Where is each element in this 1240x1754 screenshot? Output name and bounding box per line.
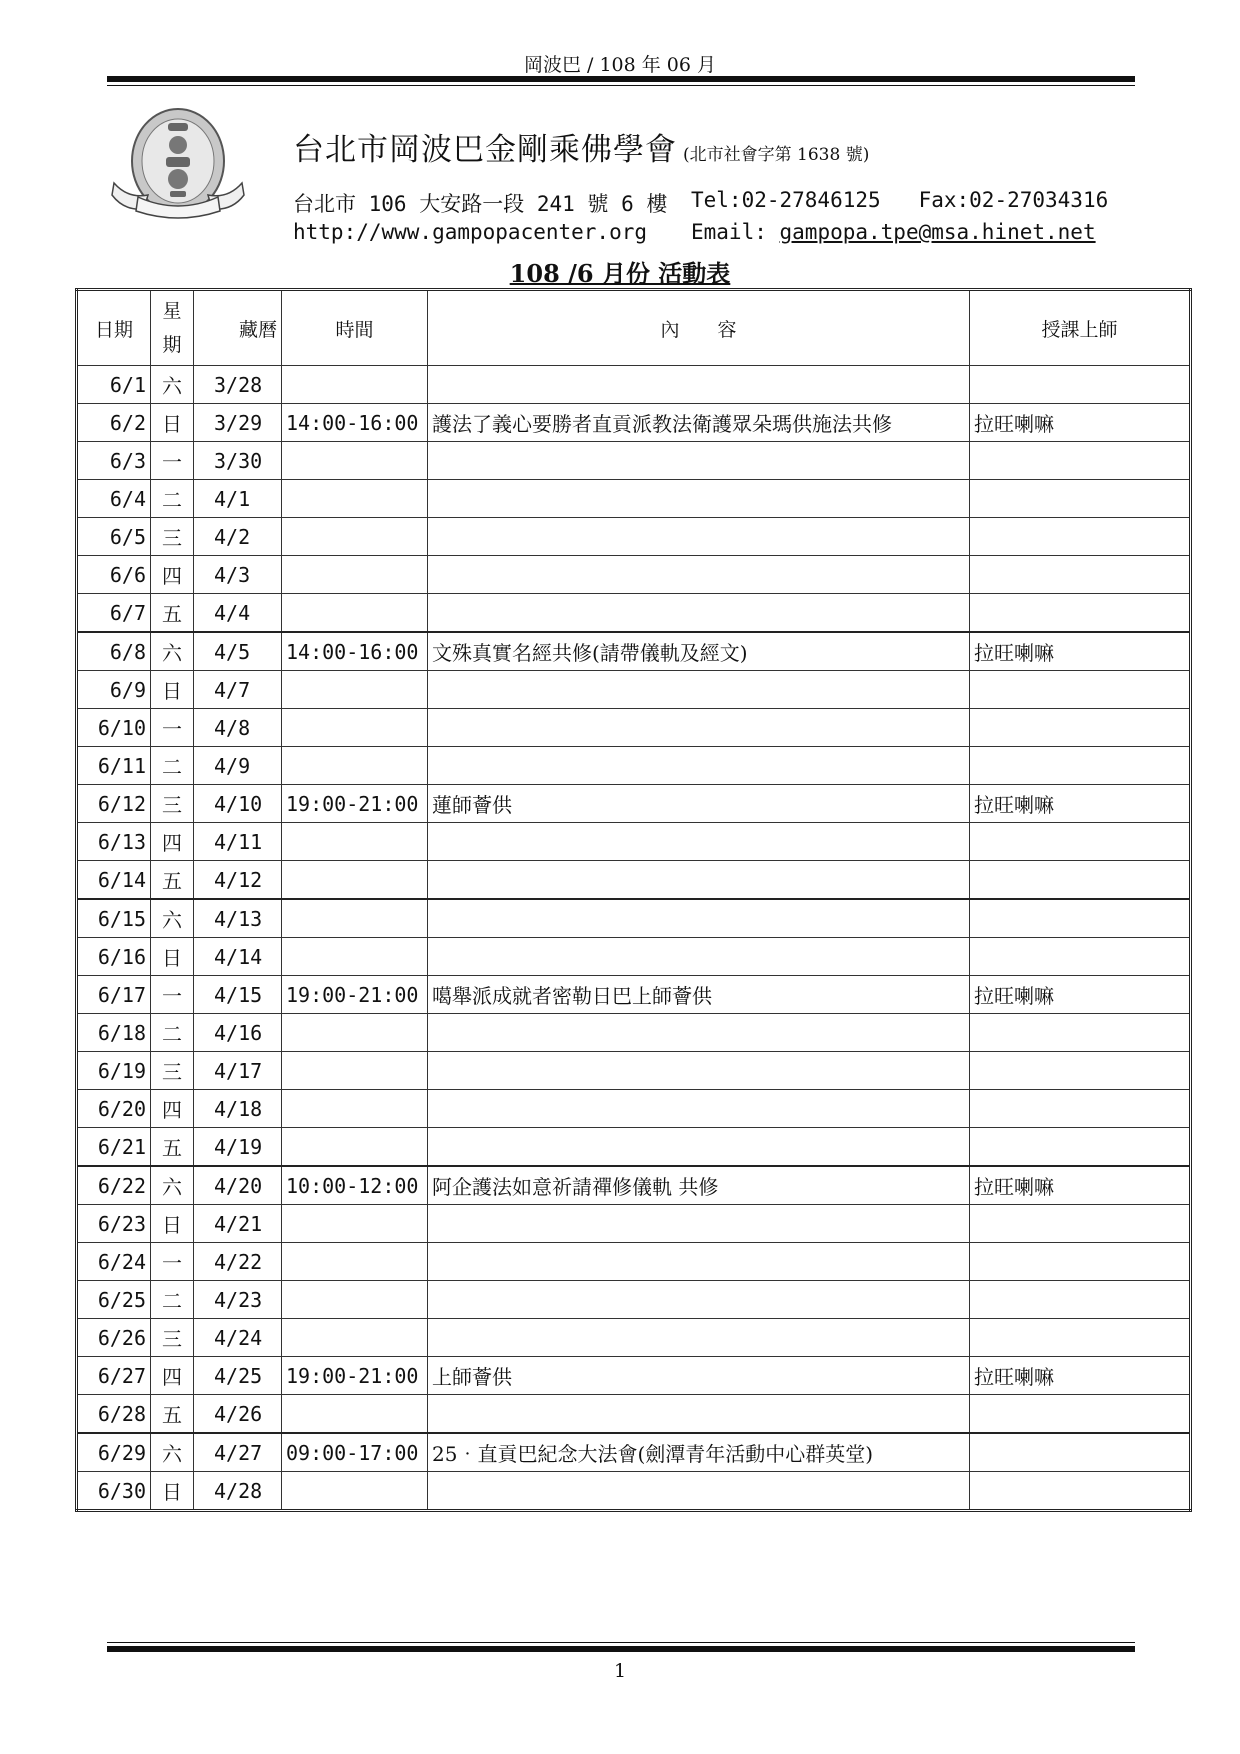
row-weekday: 六 (151, 366, 194, 404)
row-date: 6/13 (77, 823, 151, 861)
row-teacher (970, 366, 1191, 404)
row-lunar-date: 4/22 (194, 1243, 282, 1281)
top-rule (107, 76, 1135, 82)
table-row (77, 709, 1191, 747)
row-weekday: 三 (151, 1319, 194, 1357)
contact-line (293, 220, 1096, 244)
table-row (77, 938, 1191, 976)
table-row (77, 1357, 1191, 1395)
row-time (282, 1014, 428, 1052)
row-lunar-date: 4/13 (194, 899, 282, 938)
row-content (428, 861, 970, 900)
table-row (77, 785, 1191, 823)
header-weekday-1: 星 (162, 300, 182, 322)
row-lunar-date: 4/26 (194, 1395, 282, 1434)
row-content (428, 709, 970, 747)
row-content (428, 442, 970, 480)
row-lunar-date: 4/1 (194, 480, 282, 518)
row-lunar-date: 4/8 (194, 709, 282, 747)
row-time (282, 442, 428, 480)
row-time (282, 1128, 428, 1167)
row-weekday: 四 (151, 1090, 194, 1128)
row-weekday: 一 (151, 442, 194, 480)
row-teacher (970, 442, 1191, 480)
row-date: 6/22 (77, 1166, 151, 1205)
row-lunar-date: 4/27 (194, 1433, 282, 1472)
row-teacher (970, 1395, 1191, 1434)
table-row (77, 1128, 1191, 1167)
row-weekday: 日 (151, 938, 194, 976)
row-time: 14:00-16:00 (282, 632, 428, 671)
row-content: 25‧直貢巴紀念大法會(劍潭青年活動中心群英堂) (428, 1433, 970, 1472)
header-lunar: 藏曆 (194, 290, 282, 366)
row-time (282, 518, 428, 556)
row-weekday: 日 (151, 404, 194, 442)
table-row (77, 594, 1191, 633)
row-weekday: 六 (151, 899, 194, 938)
row-content (428, 671, 970, 709)
table-row (77, 556, 1191, 594)
row-weekday: 三 (151, 785, 194, 823)
row-teacher (970, 899, 1191, 938)
row-date: 6/20 (77, 1090, 151, 1128)
row-date: 6/26 (77, 1319, 151, 1357)
row-content (428, 518, 970, 556)
row-date: 6/23 (77, 1205, 151, 1243)
bottom-rule (107, 1646, 1135, 1652)
row-time (282, 747, 428, 785)
page-number: 1 (613, 1660, 627, 1682)
row-date: 6/19 (77, 1052, 151, 1090)
row-lunar-date: 4/24 (194, 1319, 282, 1357)
row-lunar-date: 4/18 (194, 1090, 282, 1128)
row-time (282, 1090, 428, 1128)
row-teacher (970, 480, 1191, 518)
table-row (77, 671, 1191, 709)
row-teacher (970, 671, 1191, 709)
organization-logo-icon (108, 103, 248, 223)
row-teacher (970, 1433, 1191, 1472)
row-lunar-date: 4/20 (194, 1166, 282, 1205)
table-row (77, 1090, 1191, 1128)
row-content (428, 1281, 970, 1319)
row-lunar-date: 4/10 (194, 785, 282, 823)
row-content (428, 1243, 970, 1281)
row-lunar-date: 4/16 (194, 1014, 282, 1052)
row-date: 6/18 (77, 1014, 151, 1052)
row-content (428, 366, 970, 404)
fax: Fax:02-27034316 (918, 188, 1109, 212)
row-content (428, 1472, 970, 1511)
top-rule-thin (107, 85, 1135, 86)
row-time (282, 899, 428, 938)
row-time: 19:00-21:00 (282, 1357, 428, 1395)
table-row (77, 366, 1191, 404)
row-teacher (970, 861, 1191, 900)
table-row (77, 404, 1191, 442)
document-title-text: 108 /6 月份 活動表 (509, 259, 731, 288)
table-row (77, 1243, 1191, 1281)
row-time (282, 1319, 428, 1357)
row-date: 6/15 (77, 899, 151, 938)
table-row (77, 518, 1191, 556)
email-link[interactable]: gampopa.tpe@msa.hinet.net (779, 220, 1096, 244)
row-teacher (970, 1319, 1191, 1357)
row-weekday: 五 (151, 594, 194, 633)
row-date: 6/17 (77, 976, 151, 1014)
table-row (77, 1166, 1191, 1205)
row-weekday: 一 (151, 709, 194, 747)
row-time: 19:00-21:00 (282, 785, 428, 823)
row-teacher (970, 823, 1191, 861)
row-lunar-date: 3/30 (194, 442, 282, 480)
row-teacher: 拉旺喇嘛 (970, 632, 1191, 671)
row-content: 蓮師薈供 (428, 785, 970, 823)
email-label: Email: (691, 220, 780, 244)
table-row (77, 823, 1191, 861)
row-time (282, 1052, 428, 1090)
header-weekday-2: 期 (162, 334, 182, 356)
row-content (428, 556, 970, 594)
row-teacher (970, 1281, 1191, 1319)
table-row (77, 1281, 1191, 1319)
row-lunar-date: 4/23 (194, 1281, 282, 1319)
registration-number: (北市社會字第 1638 號) (683, 145, 870, 165)
row-time (282, 1243, 428, 1281)
row-time: 14:00-16:00 (282, 404, 428, 442)
row-time (282, 1281, 428, 1319)
header-time: 時間 (282, 290, 428, 366)
row-content: 上師薈供 (428, 1357, 970, 1395)
row-lunar-date: 4/28 (194, 1472, 282, 1511)
row-time (282, 556, 428, 594)
schedule-body (77, 366, 1191, 1511)
table-row (77, 480, 1191, 518)
row-weekday: 四 (151, 823, 194, 861)
row-teacher: 拉旺喇嘛 (970, 785, 1191, 823)
table-row (77, 1472, 1191, 1511)
row-date: 6/2 (77, 404, 151, 442)
row-teacher (970, 1243, 1191, 1281)
row-weekday: 二 (151, 747, 194, 785)
row-lunar-date: 3/28 (194, 366, 282, 404)
row-teacher (970, 709, 1191, 747)
row-weekday: 四 (151, 1357, 194, 1395)
row-weekday: 五 (151, 1395, 194, 1434)
row-date: 6/3 (77, 442, 151, 480)
table-row (77, 632, 1191, 671)
row-weekday: 二 (151, 1014, 194, 1052)
phone: Tel:02-27846125 (691, 188, 881, 212)
row-time (282, 861, 428, 900)
row-weekday: 三 (151, 518, 194, 556)
table-row (77, 899, 1191, 938)
organization-name-text: 台北市岡波巴金剛乘佛學會 (293, 132, 677, 168)
row-lunar-date: 4/4 (194, 594, 282, 633)
row-content (428, 1319, 970, 1357)
row-date: 6/29 (77, 1433, 151, 1472)
row-teacher: 拉旺喇嘛 (970, 404, 1191, 442)
row-content (428, 1014, 970, 1052)
row-time (282, 1472, 428, 1511)
row-time: 10:00-12:00 (282, 1166, 428, 1205)
row-teacher (970, 747, 1191, 785)
row-date: 6/5 (77, 518, 151, 556)
row-date: 6/7 (77, 594, 151, 633)
row-weekday: 一 (151, 976, 194, 1014)
header-content: 內 容 (428, 290, 970, 366)
row-teacher (970, 518, 1191, 556)
row-lunar-date: 4/9 (194, 747, 282, 785)
document-title (0, 254, 1240, 289)
row-lunar-date: 4/5 (194, 632, 282, 671)
row-content: 護法了義心要勝者直貢派教法衛護眾朵瑪供施法共修 (428, 404, 970, 442)
row-date: 6/30 (77, 1472, 151, 1511)
row-date: 6/9 (77, 671, 151, 709)
row-content: 阿企護法如意祈請禪修儀軌 共修 (428, 1166, 970, 1205)
row-content (428, 1052, 970, 1090)
row-content: 文殊真實名經共修(請帶儀軌及經文) (428, 632, 970, 671)
row-date: 6/11 (77, 747, 151, 785)
row-lunar-date: 4/19 (194, 1128, 282, 1167)
row-content (428, 1090, 970, 1128)
row-content: 噶舉派成就者密勒日巴上師薈供 (428, 976, 970, 1014)
row-teacher (970, 1472, 1191, 1511)
row-lunar-date: 4/11 (194, 823, 282, 861)
row-date: 6/16 (77, 938, 151, 976)
row-teacher (970, 1014, 1191, 1052)
row-teacher (970, 1128, 1191, 1167)
schedule-table (75, 288, 1192, 1512)
row-time (282, 823, 428, 861)
header-date: 日期 (77, 290, 151, 366)
row-teacher (970, 1090, 1191, 1128)
row-time (282, 671, 428, 709)
row-time (282, 594, 428, 633)
row-content (428, 1395, 970, 1434)
row-date: 6/27 (77, 1357, 151, 1395)
running-head: 岡波巴 / 108 年 06 月 (523, 54, 717, 76)
row-content (428, 823, 970, 861)
row-date: 6/14 (77, 861, 151, 900)
row-lunar-date: 4/12 (194, 861, 282, 900)
row-time: 09:00-17:00 (282, 1433, 428, 1472)
row-lunar-date: 4/2 (194, 518, 282, 556)
row-lunar-date: 4/21 (194, 1205, 282, 1243)
row-time: 19:00-21:00 (282, 976, 428, 1014)
row-date: 6/12 (77, 785, 151, 823)
row-weekday: 六 (151, 1166, 194, 1205)
table-row (77, 1319, 1191, 1357)
row-teacher (970, 556, 1191, 594)
header-teacher: 授課上師 (970, 290, 1191, 366)
row-teacher (970, 594, 1191, 633)
table-row (77, 1014, 1191, 1052)
table-row (77, 976, 1191, 1014)
row-content (428, 899, 970, 938)
header-weekday (151, 290, 194, 366)
row-content (428, 747, 970, 785)
row-weekday: 二 (151, 1281, 194, 1319)
row-lunar-date: 3/29 (194, 404, 282, 442)
row-date: 6/24 (77, 1243, 151, 1281)
table-row (77, 1205, 1191, 1243)
table-header-row (77, 290, 1191, 366)
row-teacher (970, 1052, 1191, 1090)
row-date: 6/4 (77, 480, 151, 518)
row-content (428, 594, 970, 633)
row-teacher (970, 938, 1191, 976)
row-weekday: 日 (151, 1472, 194, 1511)
row-time (282, 1205, 428, 1243)
row-weekday: 五 (151, 861, 194, 900)
row-weekday: 日 (151, 1205, 194, 1243)
address: 台北市 106 大安路一段 241 號 6 樓 (293, 192, 668, 216)
row-time (282, 709, 428, 747)
row-date: 6/10 (77, 709, 151, 747)
row-content (428, 1128, 970, 1167)
row-content (428, 938, 970, 976)
row-time (282, 1395, 428, 1434)
row-weekday: 一 (151, 1243, 194, 1281)
bottom-rule-thin (107, 1642, 1135, 1643)
table-row (77, 1395, 1191, 1434)
row-teacher (970, 1205, 1191, 1243)
address-line (293, 188, 1109, 218)
row-lunar-date: 4/3 (194, 556, 282, 594)
organization-name (293, 124, 869, 169)
row-time (282, 366, 428, 404)
row-date: 6/28 (77, 1395, 151, 1434)
row-lunar-date: 4/17 (194, 1052, 282, 1090)
row-weekday: 六 (151, 632, 194, 671)
row-weekday: 日 (151, 671, 194, 709)
row-teacher: 拉旺喇嘛 (970, 976, 1191, 1014)
website-link[interactable]: http://www.gampopacenter.org (293, 220, 648, 244)
row-teacher: 拉旺喇嘛 (970, 1357, 1191, 1395)
row-date: 6/8 (77, 632, 151, 671)
row-weekday: 二 (151, 480, 194, 518)
table-row (77, 861, 1191, 900)
row-lunar-date: 4/7 (194, 671, 282, 709)
row-date: 6/1 (77, 366, 151, 404)
row-date: 6/21 (77, 1128, 151, 1167)
phone-fax (691, 188, 1108, 212)
table-row (77, 1433, 1191, 1472)
row-lunar-date: 4/15 (194, 976, 282, 1014)
row-content (428, 1205, 970, 1243)
row-time (282, 938, 428, 976)
table-row (77, 1052, 1191, 1090)
row-weekday: 四 (151, 556, 194, 594)
row-date: 6/25 (77, 1281, 151, 1319)
email-block (691, 220, 1096, 244)
table-row (77, 747, 1191, 785)
row-weekday: 三 (151, 1052, 194, 1090)
row-weekday: 五 (151, 1128, 194, 1167)
row-weekday: 六 (151, 1433, 194, 1472)
row-date: 6/6 (77, 556, 151, 594)
row-lunar-date: 4/14 (194, 938, 282, 976)
row-teacher: 拉旺喇嘛 (970, 1166, 1191, 1205)
row-time (282, 480, 428, 518)
row-lunar-date: 4/25 (194, 1357, 282, 1395)
row-content (428, 480, 970, 518)
table-row (77, 442, 1191, 480)
